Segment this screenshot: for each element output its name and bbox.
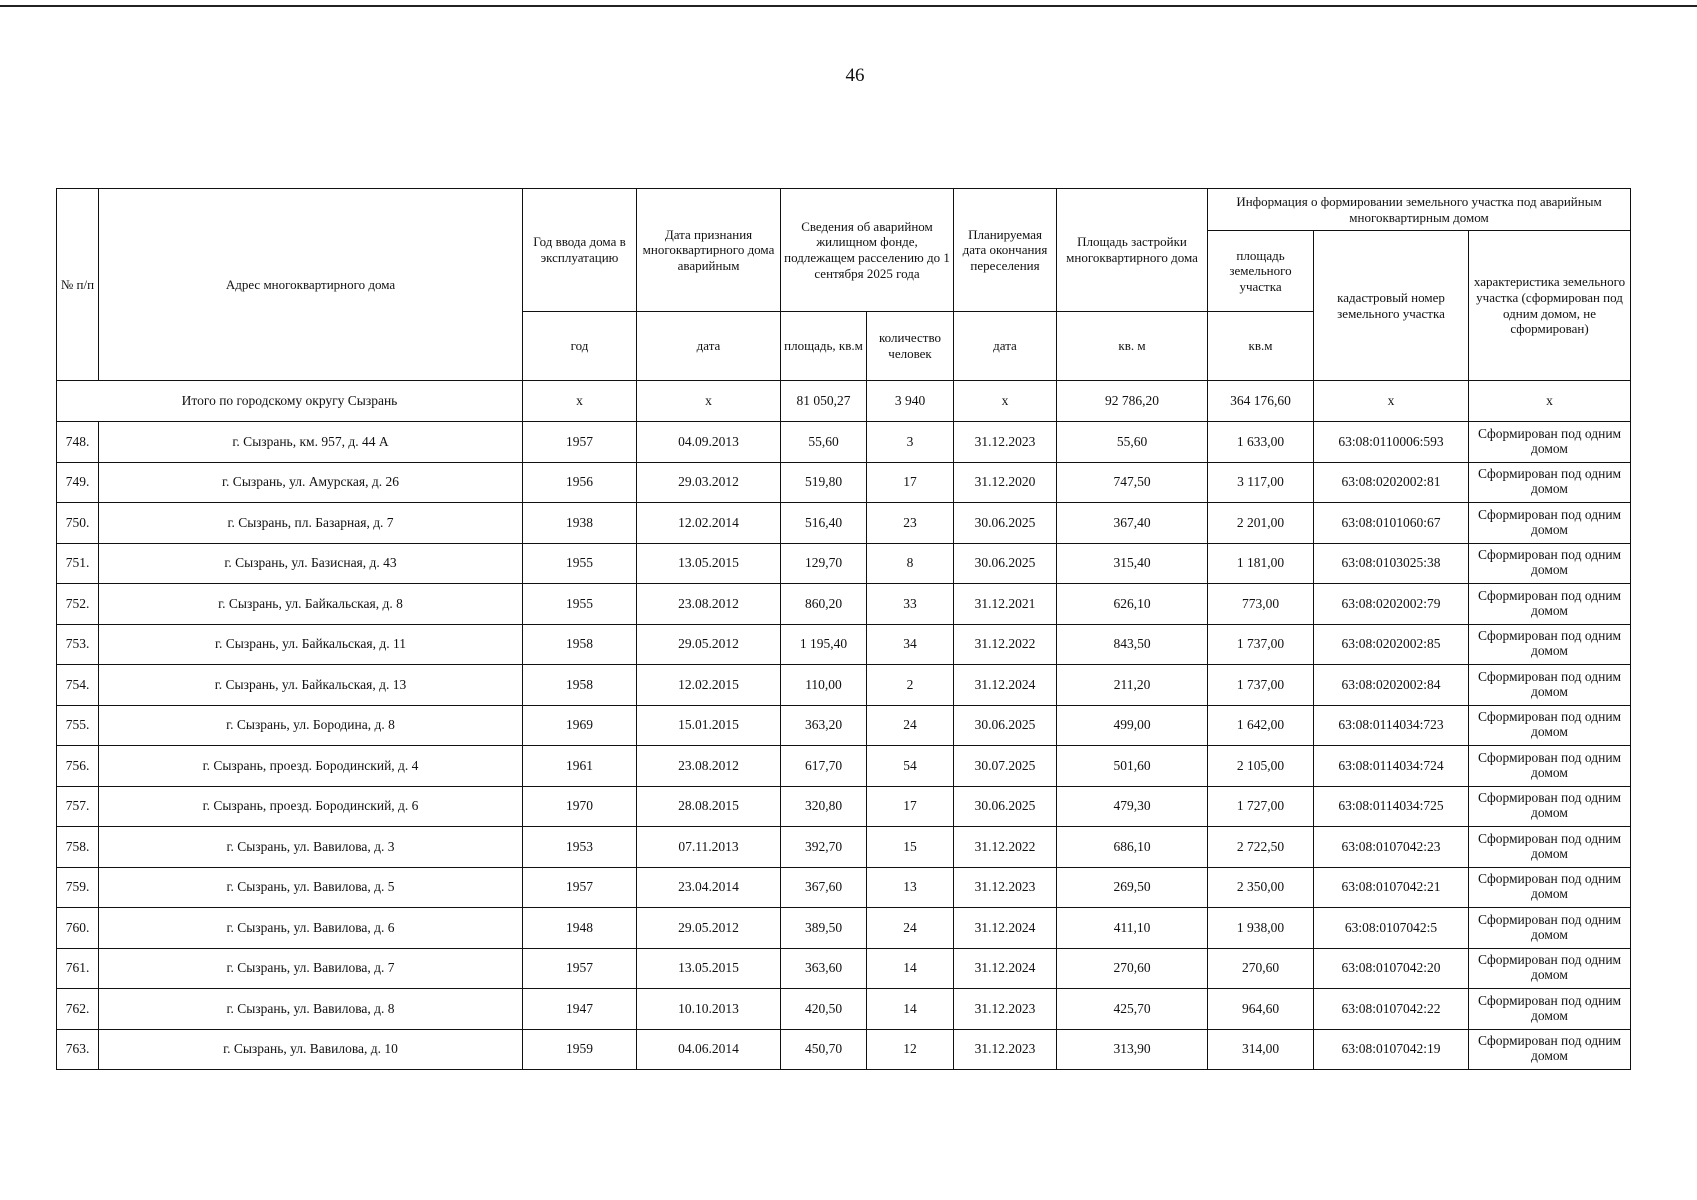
people-cell: 17 — [867, 462, 954, 503]
area-cell: 367,60 — [781, 867, 867, 908]
total-label: Итого по городскому округу Сызрань — [57, 381, 523, 422]
address-cell: г. Сызрань, ул. Байкальская, д. 13 — [99, 665, 523, 706]
table-row — [57, 665, 1631, 706]
table-row — [57, 948, 1631, 989]
year-cell: 1955 — [523, 584, 637, 625]
declared-date-cell: 07.11.2013 — [637, 827, 781, 868]
people-cell: 33 — [867, 584, 954, 625]
area-cell: 129,70 — [781, 543, 867, 584]
cadastral-cell: 63:08:0107042:19 — [1314, 1029, 1469, 1070]
building-area-cell: 55,60 — [1057, 422, 1208, 463]
people-cell: 24 — [867, 705, 954, 746]
unit-year: год — [523, 312, 637, 381]
land-area-cell: 964,60 — [1208, 989, 1314, 1030]
declared-date-cell: 23.08.2012 — [637, 746, 781, 787]
unit-date: дата — [637, 312, 781, 381]
year-cell: 1953 — [523, 827, 637, 868]
page-number: 46 — [845, 65, 865, 86]
year-cell: 1947 — [523, 989, 637, 1030]
cadastral-cell: 63:08:0202002:81 — [1314, 462, 1469, 503]
declared-date-cell: 28.08.2015 — [637, 786, 781, 827]
land-characteristic-cell: Сформирован под одним домом — [1469, 543, 1631, 584]
land-area-cell: 2 350,00 — [1208, 867, 1314, 908]
planned-date-cell: 30.06.2025 — [954, 503, 1057, 544]
land-area-cell: 2 201,00 — [1208, 503, 1314, 544]
cadastral-cell: 63:08:0107042:20 — [1314, 948, 1469, 989]
building-area-cell: 315,40 — [1057, 543, 1208, 584]
people-cell: 54 — [867, 746, 954, 787]
year-cell: 1961 — [523, 746, 637, 787]
address-cell: г. Сызрань, проезд. Бородинский, д. 6 — [99, 786, 523, 827]
address-cell: г. Сызрань, ул. Байкальская, д. 11 — [99, 624, 523, 665]
land-area-cell: 2 105,00 — [1208, 746, 1314, 787]
table-row — [57, 543, 1631, 584]
total-characteristic: x — [1469, 381, 1631, 422]
table-row — [57, 422, 1631, 463]
row-number: 748. — [57, 422, 99, 463]
table-row — [57, 908, 1631, 949]
land-characteristic-cell: Сформирован под одним домом — [1469, 624, 1631, 665]
year-cell: 1958 — [523, 665, 637, 706]
land-area-cell: 1 737,00 — [1208, 624, 1314, 665]
row-number: 754. — [57, 665, 99, 706]
emergency-housing-table — [56, 188, 1631, 1070]
row-number: 761. — [57, 948, 99, 989]
unit-planned-date: дата — [954, 312, 1057, 381]
land-characteristic-cell: Сформирован под одним домом — [1469, 786, 1631, 827]
area-cell: 450,70 — [781, 1029, 867, 1070]
people-cell: 12 — [867, 1029, 954, 1070]
table-row — [57, 584, 1631, 625]
cadastral-cell: 63:08:0114034:724 — [1314, 746, 1469, 787]
land-area-cell: 1 181,00 — [1208, 543, 1314, 584]
people-cell: 14 — [867, 989, 954, 1030]
area-cell: 860,20 — [781, 584, 867, 625]
cadastral-cell: 63:08:0202002:79 — [1314, 584, 1469, 625]
declared-date-cell: 29.05.2012 — [637, 908, 781, 949]
row-number: 753. — [57, 624, 99, 665]
year-cell: 1938 — [523, 503, 637, 544]
land-area-cell: 270,60 — [1208, 948, 1314, 989]
land-characteristic-cell: Сформирован под одним домом — [1469, 867, 1631, 908]
people-cell: 3 — [867, 422, 954, 463]
area-cell: 363,60 — [781, 948, 867, 989]
building-area-cell: 686,10 — [1057, 827, 1208, 868]
declared-date-cell: 29.05.2012 — [637, 624, 781, 665]
declared-date-cell: 12.02.2014 — [637, 503, 781, 544]
land-area-cell: 314,00 — [1208, 1029, 1314, 1070]
unit-land-area: кв.м — [1208, 312, 1314, 381]
planned-date-cell: 31.12.2021 — [954, 584, 1057, 625]
header-emergency-fund: Сведения об аварийном жилищном фонде, подлежащем расселению до 1 сентября 2025 года — [781, 189, 954, 312]
address-cell: г. Сызрань, ул. Базисная, д. 43 — [99, 543, 523, 584]
land-area-cell: 3 117,00 — [1208, 462, 1314, 503]
address-cell: г. Сызрань, ул. Амурская, д. 26 — [99, 462, 523, 503]
cadastral-cell: 63:08:0202002:85 — [1314, 624, 1469, 665]
cadastral-cell: 63:08:0107042:5 — [1314, 908, 1469, 949]
land-characteristic-cell: Сформирован под одним домом — [1469, 705, 1631, 746]
land-characteristic-cell: Сформирован под одним домом — [1469, 462, 1631, 503]
table-row — [57, 746, 1631, 787]
declared-date-cell: 23.08.2012 — [637, 584, 781, 625]
declared-date-cell: 13.05.2015 — [637, 948, 781, 989]
address-cell: г. Сызрань, ул. Байкальская, д. 8 — [99, 584, 523, 625]
building-area-cell: 479,30 — [1057, 786, 1208, 827]
people-cell: 14 — [867, 948, 954, 989]
cadastral-cell: 63:08:0103025:38 — [1314, 543, 1469, 584]
land-area-cell: 1 633,00 — [1208, 422, 1314, 463]
year-cell: 1957 — [523, 948, 637, 989]
declared-date-cell: 29.03.2012 — [637, 462, 781, 503]
area-cell: 363,20 — [781, 705, 867, 746]
area-cell: 110,00 — [781, 665, 867, 706]
unit-building-area: кв. м — [1057, 312, 1208, 381]
row-number: 763. — [57, 1029, 99, 1070]
total-people: 3 940 — [867, 381, 954, 422]
header-num: № п/п — [57, 189, 99, 381]
address-cell: г. Сызрань, ул. Бородина, д. 8 — [99, 705, 523, 746]
planned-date-cell: 31.12.2024 — [954, 665, 1057, 706]
land-characteristic-cell: Сформирован под одним домом — [1469, 948, 1631, 989]
building-area-cell: 626,10 — [1057, 584, 1208, 625]
land-characteristic-cell: Сформирован под одним домом — [1469, 503, 1631, 544]
building-area-cell: 747,50 — [1057, 462, 1208, 503]
year-cell: 1956 — [523, 462, 637, 503]
area-cell: 516,40 — [781, 503, 867, 544]
planned-date-cell: 30.07.2025 — [954, 746, 1057, 787]
table-row — [57, 503, 1631, 544]
planned-date-cell: 30.06.2025 — [954, 543, 1057, 584]
area-cell: 392,70 — [781, 827, 867, 868]
land-characteristic-cell: Сформирован под одним домом — [1469, 584, 1631, 625]
declared-date-cell: 04.09.2013 — [637, 422, 781, 463]
building-area-cell: 499,00 — [1057, 705, 1208, 746]
building-area-cell: 211,20 — [1057, 665, 1208, 706]
area-cell: 519,80 — [781, 462, 867, 503]
table-row — [57, 827, 1631, 868]
building-area-cell: 501,60 — [1057, 746, 1208, 787]
land-characteristic-cell: Сформирован под одним домом — [1469, 422, 1631, 463]
land-characteristic-cell: Сформирован под одним домом — [1469, 989, 1631, 1030]
planned-date-cell: 31.12.2022 — [954, 624, 1057, 665]
address-cell: г. Сызрань, ул. Вавилова, д. 3 — [99, 827, 523, 868]
row-number: 757. — [57, 786, 99, 827]
year-cell: 1969 — [523, 705, 637, 746]
building-area-cell: 367,40 — [1057, 503, 1208, 544]
people-cell: 23 — [867, 503, 954, 544]
table-row — [57, 867, 1631, 908]
year-cell: 1957 — [523, 422, 637, 463]
planned-date-cell: 31.12.2020 — [954, 462, 1057, 503]
land-area-cell: 1 642,00 — [1208, 705, 1314, 746]
cadastral-cell: 63:08:0114034:725 — [1314, 786, 1469, 827]
row-number: 762. — [57, 989, 99, 1030]
declared-date-cell: 23.04.2014 — [637, 867, 781, 908]
row-number: 749. — [57, 462, 99, 503]
people-cell: 15 — [867, 827, 954, 868]
row-number: 750. — [57, 503, 99, 544]
land-characteristic-cell: Сформирован под одним домом — [1469, 665, 1631, 706]
planned-date-cell: 31.12.2022 — [954, 827, 1057, 868]
building-area-cell: 313,90 — [1057, 1029, 1208, 1070]
area-cell: 389,50 — [781, 908, 867, 949]
planned-date-cell: 31.12.2023 — [954, 989, 1057, 1030]
land-area-cell: 773,00 — [1208, 584, 1314, 625]
declared-date-cell: 12.02.2015 — [637, 665, 781, 706]
declared-date-cell: 13.05.2015 — [637, 543, 781, 584]
table-body — [57, 381, 1631, 1070]
area-cell: 420,50 — [781, 989, 867, 1030]
unit-area: площадь, кв.м — [781, 312, 867, 381]
year-cell: 1948 — [523, 908, 637, 949]
cadastral-cell: 63:08:0101060:67 — [1314, 503, 1469, 544]
cadastral-cell: 63:08:0114034:723 — [1314, 705, 1469, 746]
building-area-cell: 843,50 — [1057, 624, 1208, 665]
building-area-cell: 411,10 — [1057, 908, 1208, 949]
year-cell: 1955 — [523, 543, 637, 584]
cadastral-cell: 63:08:0202002:84 — [1314, 665, 1469, 706]
header-planned-date: Планируемая дата окончания переселения — [954, 189, 1057, 312]
header-building-area: Площадь застройки многоквартирного дома — [1057, 189, 1208, 312]
address-cell: г. Сызрань, ул. Вавилова, д. 6 — [99, 908, 523, 949]
planned-date-cell: 31.12.2023 — [954, 422, 1057, 463]
unit-people: количество человек — [867, 312, 954, 381]
table-row — [57, 989, 1631, 1030]
year-cell: 1958 — [523, 624, 637, 665]
land-characteristic-cell: Сформирован под одним домом — [1469, 827, 1631, 868]
row-number: 758. — [57, 827, 99, 868]
cadastral-cell: 63:08:0107042:22 — [1314, 989, 1469, 1030]
total-area: 81 050,27 — [781, 381, 867, 422]
address-cell: г. Сызрань, пл. Базарная, д. 7 — [99, 503, 523, 544]
address-cell: г. Сызрань, км. 957, д. 44 А — [99, 422, 523, 463]
year-cell: 1970 — [523, 786, 637, 827]
people-cell: 13 — [867, 867, 954, 908]
total-land-area: 364 176,60 — [1208, 381, 1314, 422]
cadastral-cell: 63:08:0107042:23 — [1314, 827, 1469, 868]
address-cell: г. Сызрань, ул. Вавилова, д. 8 — [99, 989, 523, 1030]
planned-date-cell: 31.12.2023 — [954, 1029, 1057, 1070]
people-cell: 17 — [867, 786, 954, 827]
header-land-area: площадь земельного участка — [1208, 231, 1314, 312]
total-year: x — [523, 381, 637, 422]
row-number: 752. — [57, 584, 99, 625]
planned-date-cell: 31.12.2024 — [954, 948, 1057, 989]
area-cell: 320,80 — [781, 786, 867, 827]
header-year-built: Год ввода дома в эксплуатацию — [523, 189, 637, 312]
people-cell: 8 — [867, 543, 954, 584]
address-cell: г. Сызрань, проезд. Бородинский, д. 4 — [99, 746, 523, 787]
address-cell: г. Сызрань, ул. Вавилова, д. 7 — [99, 948, 523, 989]
table-row — [57, 1029, 1631, 1070]
people-cell: 34 — [867, 624, 954, 665]
cadastral-cell: 63:08:0110006:593 — [1314, 422, 1469, 463]
year-cell: 1957 — [523, 867, 637, 908]
building-area-cell: 425,70 — [1057, 989, 1208, 1030]
land-area-cell: 1 737,00 — [1208, 665, 1314, 706]
land-characteristic-cell: Сформирован под одним домом — [1469, 908, 1631, 949]
header-date-declared: Дата признания многоквартирного дома аварийным — [637, 189, 781, 312]
people-cell: 24 — [867, 908, 954, 949]
table-row — [57, 705, 1631, 746]
declared-date-cell: 10.10.2013 — [637, 989, 781, 1030]
declared-date-cell: 04.06.2014 — [637, 1029, 781, 1070]
planned-date-cell: 31.12.2023 — [954, 867, 1057, 908]
planned-date-cell: 30.06.2025 — [954, 786, 1057, 827]
table-row — [57, 462, 1631, 503]
land-characteristic-cell: Сформирован под одним домом — [1469, 746, 1631, 787]
row-number: 759. — [57, 867, 99, 908]
header-land-info: Информация о формировании земельного участка под аварийным многоквартирным домом — [1208, 189, 1631, 231]
header-land-characteristic: характеристика земельного участка (сформирован под одним домом, не сформирован) — [1469, 231, 1631, 381]
declared-date-cell: 15.01.2015 — [637, 705, 781, 746]
land-area-cell: 2 722,50 — [1208, 827, 1314, 868]
table-row — [57, 786, 1631, 827]
total-planned-date: x — [954, 381, 1057, 422]
row-number: 755. — [57, 705, 99, 746]
top-border-line — [0, 5, 1697, 7]
total-row — [57, 381, 1631, 422]
row-number: 756. — [57, 746, 99, 787]
planned-date-cell: 31.12.2024 — [954, 908, 1057, 949]
row-number: 760. — [57, 908, 99, 949]
land-area-cell: 1 727,00 — [1208, 786, 1314, 827]
row-number: 751. — [57, 543, 99, 584]
land-area-cell: 1 938,00 — [1208, 908, 1314, 949]
area-cell: 617,70 — [781, 746, 867, 787]
total-building-area: 92 786,20 — [1057, 381, 1208, 422]
total-cadastral: x — [1314, 381, 1469, 422]
total-date: x — [637, 381, 781, 422]
land-characteristic-cell: Сформирован под одним домом — [1469, 1029, 1631, 1070]
building-area-cell: 270,60 — [1057, 948, 1208, 989]
cadastral-cell: 63:08:0107042:21 — [1314, 867, 1469, 908]
area-cell: 1 195,40 — [781, 624, 867, 665]
area-cell: 55,60 — [781, 422, 867, 463]
header-address: Адрес многоквартирного дома — [99, 189, 523, 381]
table-row — [57, 624, 1631, 665]
building-area-cell: 269,50 — [1057, 867, 1208, 908]
people-cell: 2 — [867, 665, 954, 706]
address-cell: г. Сызрань, ул. Вавилова, д. 5 — [99, 867, 523, 908]
address-cell: г. Сызрань, ул. Вавилова, д. 10 — [99, 1029, 523, 1070]
planned-date-cell: 30.06.2025 — [954, 705, 1057, 746]
header-cadastral: кадастровый номер земельного участка — [1314, 231, 1469, 381]
year-cell: 1959 — [523, 1029, 637, 1070]
